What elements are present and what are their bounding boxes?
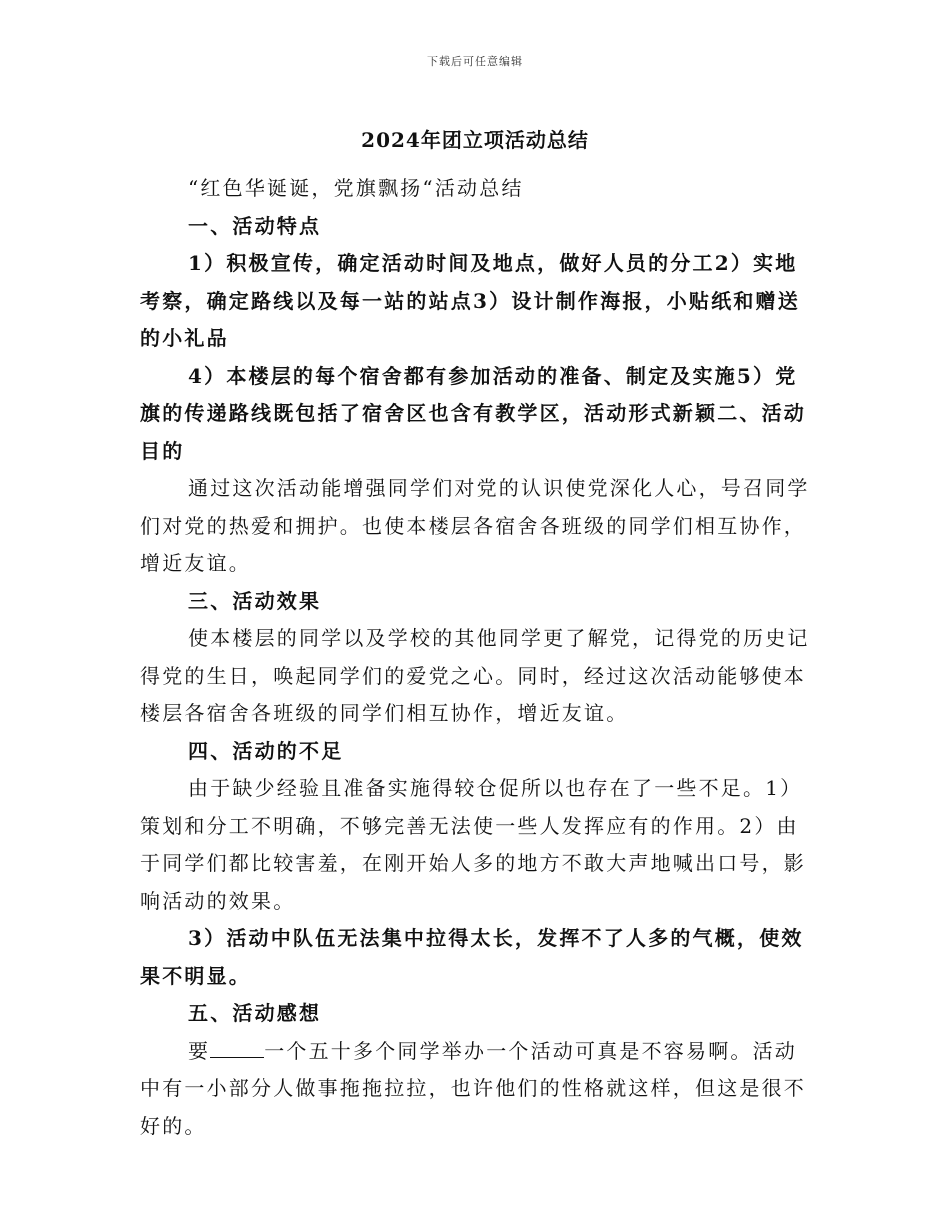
shortcomings-paragraph-2: 3）活动中队伍无法集中拉得太长，发挥不了人多的气概，使效果不明显。: [140, 926, 804, 988]
fill-in-blank: [210, 1037, 264, 1058]
reflections-paragraph: [140, 1033, 812, 1146]
features-paragraph-1: 1）积极宣传，确定活动时间及地点，做好人员的分工2）实地考察，确定路线以及每一站的站点3）设计制作海报，小贴纸和赠送的小礼品: [140, 251, 800, 350]
effect-paragraph: 使本楼层的同学以及学校的其他同学更了解党，记得党的历史记得党的生日，唤起同学们的爱党之心。同时，经过这次活动能够使本楼层各宿舍各班级的同学们相互协作，增近友谊。: [140, 626, 810, 725]
purpose-paragraph: 通过这次活动能增强同学们对党的认识使党深化人心，号召同学们对党的热爱和拥护。也使本楼层各宿舍各班级的同学们相互协作，增近友谊。: [140, 476, 810, 575]
shortcomings-paragraph-1: 由于缺少经验且准备实施得较仓促所以也存在了一些不足。1）策划和分工不明确，不够完善无法使一些人发挥应有的作用。2）由于同学们都比较害羞，在刚开始人多的地方不敢大声地喊出口号，影响活动的效果。: [140, 776, 806, 913]
subtitle-paragraph: “红色华诞诞，党旗飘扬“活动总结: [188, 176, 524, 200]
reflections-text-rest: 一个五十多个同学举办一个活动可真是不容易啊。活动中有一小部分人做事拖拖拉拉，也许他们的性格就这样，但这是很不好的。: [140, 1038, 806, 1138]
section-heading-reflections: 五、活动感想: [188, 1001, 322, 1025]
header-note: 下载后可任意编辑: [427, 55, 523, 68]
section-heading-shortcomings: 四、活动的不足: [188, 738, 344, 763]
document-title: 2024年团立项活动总结: [361, 128, 589, 152]
features-paragraph-2: 4）本楼层的每个宿舍都有参加活动的准备、制定及实施5）党旗的传递路线既包括了宿舍区也含有教学区，活动形式新颖二、活动目的: [140, 363, 806, 463]
document-body: [140, 170, 812, 1145]
section-heading-effect: 三、活动效果: [188, 588, 322, 613]
reflections-text-start: 要: [188, 1038, 211, 1063]
section-heading-features: 一、活动特点: [188, 213, 322, 238]
